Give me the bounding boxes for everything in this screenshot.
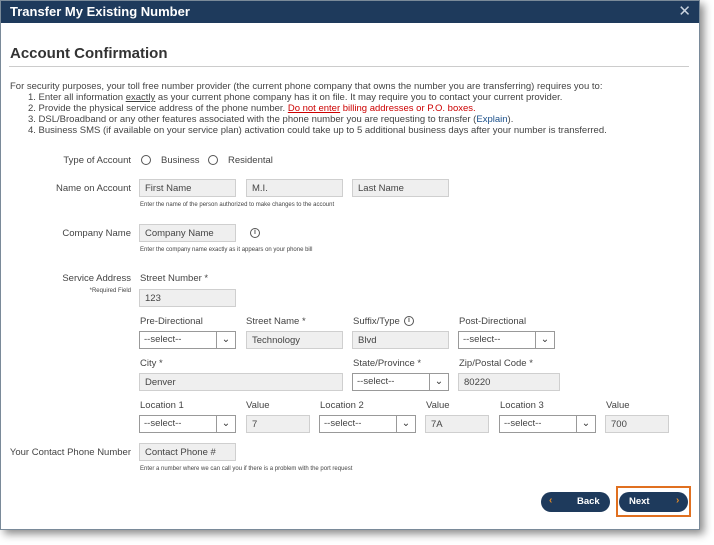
company-name-field[interactable]: Company Name bbox=[139, 224, 236, 242]
account-type-label: Type of Account bbox=[63, 155, 131, 166]
intro-item-2-b: Do not enter bbox=[287, 103, 341, 114]
value-2-field[interactable]: 7A bbox=[425, 415, 489, 433]
explain-link[interactable]: Explain bbox=[476, 114, 508, 125]
intro-lead: For security purposes, your toll free number provider (the current phone company that owns the number you are transferring) requires you to: bbox=[10, 81, 603, 92]
company-name-label: Company Name bbox=[62, 228, 131, 239]
street-number-field[interactable]: 123 bbox=[139, 289, 236, 307]
name-hint: Enter the name of the person authorized to make changes to the account bbox=[140, 202, 335, 208]
chevron-left-icon: ‹ bbox=[549, 495, 553, 506]
chevron-down-icon: ⌄ bbox=[429, 374, 448, 390]
section-title: Account Confirmation bbox=[10, 45, 168, 62]
location-3-value: --select-- bbox=[504, 418, 542, 429]
state-province-select[interactable] bbox=[352, 373, 449, 391]
street-name-field[interactable]: Technology bbox=[246, 331, 343, 349]
last-name-field[interactable]: Last Name bbox=[352, 179, 449, 197]
post-directional-select[interactable] bbox=[458, 331, 555, 349]
contact-phone-field[interactable]: Contact Phone # bbox=[139, 443, 236, 461]
residential-radio[interactable] bbox=[208, 155, 218, 165]
zip-postal-field[interactable]: 80220 bbox=[458, 373, 560, 391]
close-icon[interactable]: ✕ bbox=[678, 3, 691, 20]
intro-item-1-a: 1. Enter all information bbox=[28, 92, 126, 103]
pre-directional-label: Pre-Directional bbox=[140, 316, 203, 327]
contact-phone-label: Your Contact Phone Number bbox=[9, 447, 131, 458]
street-name-label: Street Name * bbox=[246, 316, 306, 327]
middle-initial-field[interactable]: M.I. bbox=[246, 179, 343, 197]
chevron-down-icon: ⌄ bbox=[216, 332, 235, 348]
city-field[interactable]: Denver bbox=[139, 373, 343, 391]
chevron-right-icon: › bbox=[676, 495, 680, 506]
location-1-select[interactable] bbox=[139, 415, 236, 433]
intro-item-3-a: 3. DSL/Broadband or any other features associated with the phone number you are requesting to transfer ( bbox=[28, 114, 477, 125]
company-info-icon[interactable]: i bbox=[250, 228, 260, 238]
next-button[interactable] bbox=[619, 492, 688, 512]
location-1-value: --select-- bbox=[144, 418, 182, 429]
suffix-type-field[interactable]: Blvd bbox=[352, 331, 449, 349]
pre-directional-value: --select-- bbox=[144, 334, 182, 345]
title-bar bbox=[1, 1, 699, 23]
location-2-value: --select-- bbox=[324, 418, 362, 429]
street-number-label: Street Number * bbox=[140, 273, 209, 284]
location-2-label: Location 2 bbox=[320, 400, 364, 411]
state-province-label: State/Province * bbox=[353, 358, 422, 369]
first-name-field[interactable]: First Name bbox=[139, 179, 236, 197]
intro-item-4: 4. Business SMS (if available on your service plan) activation could take up to 5 additional business days after your number is transferred. bbox=[28, 125, 607, 136]
residential-radio-label: Residental bbox=[228, 155, 273, 166]
business-radio[interactable] bbox=[141, 155, 151, 165]
name-on-account-label: Name on Account bbox=[56, 183, 131, 194]
business-radio-label: Business bbox=[161, 155, 200, 166]
chevron-down-icon: ⌄ bbox=[396, 416, 415, 432]
chevron-down-icon: ⌄ bbox=[576, 416, 595, 432]
company-hint: Enter the company name exactly as it appears on your phone bill bbox=[140, 247, 313, 253]
intro-item-3-c: ). bbox=[507, 114, 514, 125]
intro-item-1 bbox=[10, 92, 607, 103]
suffix-info-icon[interactable]: i bbox=[404, 316, 414, 326]
city-label: City * bbox=[140, 358, 163, 369]
post-directional-label: Post-Directional bbox=[459, 316, 527, 327]
intro-item-1-c: as your current phone company has it on file. It may require you to contact your current provider. bbox=[155, 92, 563, 103]
location-3-select[interactable] bbox=[499, 415, 596, 433]
location-1-label: Location 1 bbox=[140, 400, 184, 411]
intro-item-1-b: exactly bbox=[125, 92, 156, 103]
location-3-label: Location 3 bbox=[500, 400, 544, 411]
suffix-type-label: Suffix/Type bbox=[353, 316, 400, 327]
chevron-down-icon: ⌄ bbox=[535, 332, 554, 348]
intro-item-2-a: 2. Provide the physical service address of the phone number. bbox=[28, 103, 288, 114]
intro-item-2 bbox=[10, 103, 607, 114]
state-province-value: --select-- bbox=[357, 376, 395, 387]
post-directional-value: --select-- bbox=[463, 334, 501, 345]
service-address-label: Service Address bbox=[62, 273, 131, 284]
intro-item-3 bbox=[10, 114, 607, 125]
value-3-label: Value bbox=[606, 400, 630, 411]
intro-item-2-c: billing addresses or P.O. boxes. bbox=[340, 103, 476, 114]
contact-hint: Enter a number where we can call you if there is a problem with the port request bbox=[140, 466, 353, 472]
back-button-label: Back bbox=[577, 496, 600, 507]
value-1-label: Value bbox=[246, 400, 270, 411]
zip-postal-label: Zip/Postal Code * bbox=[459, 358, 533, 369]
dialog-title: Transfer My Existing Number bbox=[10, 4, 190, 19]
value-2-label: Value bbox=[426, 400, 450, 411]
value-1-field[interactable]: 7 bbox=[246, 415, 310, 433]
location-2-select[interactable] bbox=[319, 415, 416, 433]
divider bbox=[9, 66, 689, 67]
next-button-label: Next bbox=[629, 496, 650, 507]
pre-directional-select[interactable] bbox=[139, 331, 236, 349]
chevron-down-icon: ⌄ bbox=[216, 416, 235, 432]
required-field-note: *Required Field bbox=[89, 288, 131, 294]
intro-text bbox=[10, 81, 607, 136]
value-3-field[interactable]: 700 bbox=[605, 415, 669, 433]
back-button[interactable] bbox=[541, 492, 610, 512]
